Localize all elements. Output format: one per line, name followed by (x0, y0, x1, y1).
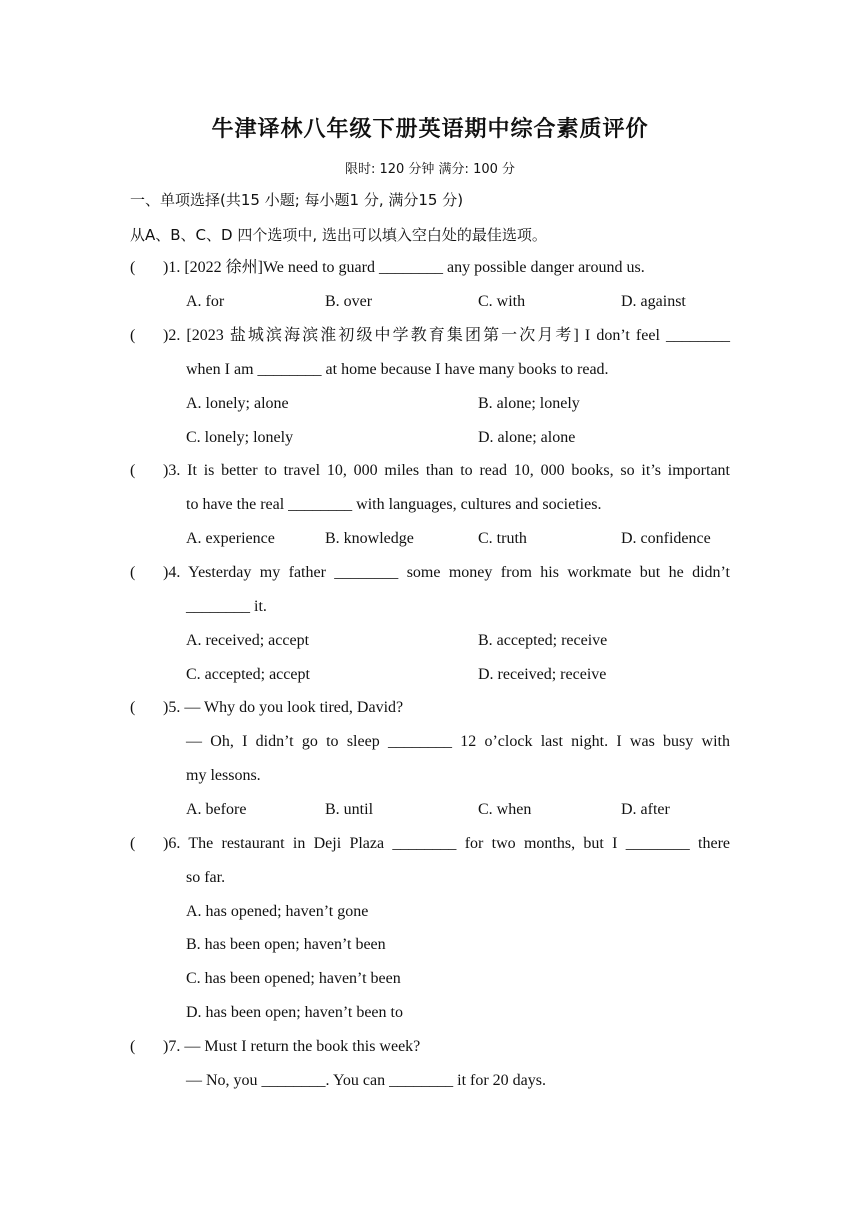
option-d: D. has been open; haven’t been to (186, 1004, 403, 1021)
option-a: A. lonely; alone (186, 395, 289, 412)
option-a: A. experience (186, 530, 275, 547)
answer-bracket[interactable]: ( (130, 1038, 136, 1055)
option-c: C. lonely; lonely (186, 429, 294, 446)
answer-bracket[interactable]: ( (130, 835, 136, 852)
answer-bracket[interactable]: ( (130, 564, 136, 581)
time-and-score-info: 限时: 120 分钟 满分: 100 分 (344, 162, 516, 177)
option-d: D. alone; alone (478, 429, 576, 446)
option-b: B. over (325, 293, 373, 310)
answer-bracket[interactable]: ( (130, 462, 136, 479)
section-instruction: 从A、B、C、D 四个选项中, 选出可以填入空白处的最佳选项。 (130, 226, 547, 244)
option-c: C. accepted; accept (186, 666, 310, 683)
option-d: D. confidence (621, 530, 711, 547)
question-stem-continued: — No, you ________. You can ________ it for 20 days. (186, 1072, 546, 1089)
option-b: B. knowledge (325, 530, 414, 547)
question-stem-continued: — Oh, I didn’t go to sleep ________ 12 o’clock last night. I was busy with (186, 733, 730, 750)
question-stem: )7. — Must I return the book this week? (163, 1038, 421, 1055)
option-c: C. with (478, 293, 526, 310)
option-b: B. alone; lonely (478, 395, 580, 412)
question-stem: )1. [2022 徐州]We need to guard ________ any possible danger around us. (163, 259, 645, 276)
question-stem: )5. — Why do you look tired, David? (163, 699, 404, 716)
section-heading: 一、单项选择(共15 小题; 每小题1 分, 满分15 分) (130, 191, 464, 209)
question-stem: )2. [2023 盐城滨海滨淮初级中学教育集团第一次月考] I don’t feel ________ (163, 327, 730, 344)
option-b: B. accepted; receive (478, 632, 608, 649)
question-stem: )4. Yesterday my father ________ some money from his workmate but he didn’t (163, 564, 730, 581)
option-a: A. for (186, 293, 225, 310)
question-stem-continued: my lessons. (186, 767, 261, 784)
option-d: D. received; receive (478, 666, 607, 683)
question-stem-continued: to have the real ________ with languages, cultures and societies. (186, 496, 602, 513)
option-c: C. when (478, 801, 532, 818)
option-b: B. until (325, 801, 374, 818)
question-stem-continued: when I am ________ at home because I have many books to read. (186, 361, 609, 378)
question-stem: )6. The restaurant in Deji Plaza ________ for two months, but I ________ there (163, 835, 730, 852)
option-c: C. truth (478, 530, 527, 547)
option-d: D. against (621, 293, 686, 310)
option-a: A. has opened; haven’t gone (186, 903, 369, 920)
answer-bracket[interactable]: ( (130, 259, 136, 276)
option-a: A. before (186, 801, 247, 818)
question-stem: )3. It is better to travel 10, 000 miles than to read 10, 000 books, so it’s important (163, 462, 730, 479)
answer-bracket[interactable]: ( (130, 327, 136, 344)
question-stem-continued: ________ it. (186, 598, 267, 615)
option-a: A. received; accept (186, 632, 310, 649)
answer-bracket[interactable]: ( (130, 699, 136, 716)
page-title: 牛津译林八年级下册英语期中综合素质评价 (211, 117, 649, 142)
option-b: B. has been open; haven’t been (186, 936, 386, 953)
question-stem-continued: so far. (186, 869, 226, 886)
option-d: D. after (621, 801, 670, 818)
option-c: C. has been opened; haven’t been (186, 970, 401, 987)
